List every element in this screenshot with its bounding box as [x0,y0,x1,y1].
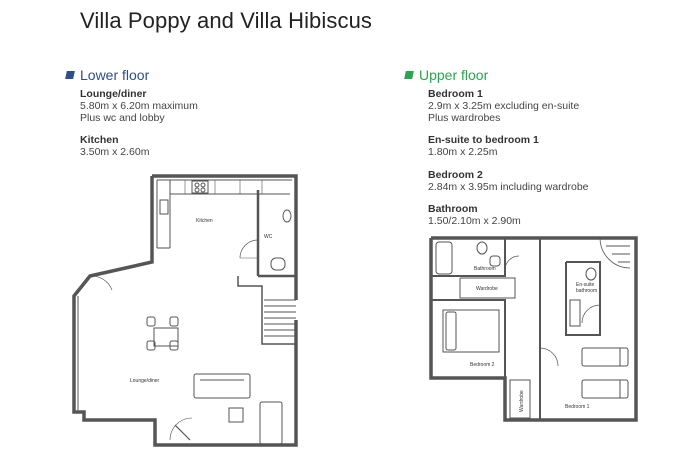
room-name: Bedroom 2 [428,169,483,181]
page-title: Villa Poppy and Villa Hibiscus [80,8,373,33]
plan-label-ensuite: En-suite [576,282,595,288]
room-dimension: 3.50m x 2.60m [80,146,150,158]
plan-label-bedroom2: Bedroom 2 [470,362,495,368]
room-dimension: 1.80m x 2.25m [428,146,498,158]
upper-floor-heading-text: Upper floor [419,67,489,83]
lower-floor-plan [74,176,296,445]
room-name: Bathroom [428,203,478,215]
room-note: Plus wc and lobby [80,112,165,124]
room-name: En-suite to bedroom 1 [428,134,539,146]
room-name: Kitchen [80,134,119,146]
plan-label-wc: WC [264,234,273,240]
plan-label-bedroom1: Bedroom 1 [565,404,590,410]
plan-label-wardrobe-vertical: Wardrobe [519,390,525,412]
room-dimension: 2.84m x 3.95m including wardrobe [428,181,589,193]
room-dimension: 1.50/2.10m x 2.90m [428,215,521,227]
plan-label-bathroom: Bathroom [474,266,496,272]
plan-label-kitchen: Kitchen [196,218,213,224]
room-note: Plus wardrobes [428,112,501,124]
room-dimension: 2.9m x 3.25m excluding en-suite [428,100,580,112]
plan-label-ensuite-bathroom: bathroom [576,288,598,294]
room-name: Lounge/diner [80,88,147,100]
room-dimension: 5.80m x 6.20m maximum [80,100,198,112]
plan-label-wardrobe: Wardrobe [476,286,498,292]
room-name: Bedroom 1 [428,88,483,100]
upper-floor-plan [431,238,636,420]
plan-label-lounge: Lounge/diner [130,378,160,384]
lower-floor-heading-text: Lower floor [80,67,150,83]
